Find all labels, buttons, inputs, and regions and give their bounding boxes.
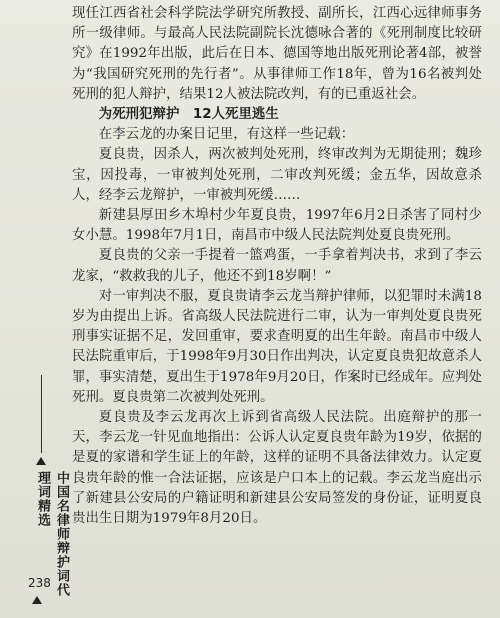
paragraph: 在李云龙的办案日记里，有这样一些记载：	[98, 127, 355, 143]
paragraph: 夏良贵，因杀人，两次被判处死刑，终审改判为无期徒刑；魏珍宝，因投毒，一审被判处死刑，二审改判死缓；金五华，因故意杀人，经李云龙辩护，一审被判死缓……	[72, 147, 482, 203]
book-title-vertical: 中国名律师辩护词代理词精选	[35, 471, 69, 597]
body-text	[72, 4, 482, 529]
paragraph-intro: 现任江西省社会科学院法学研究所教授、副所长，江西心远律师事务所一级律师。与最高人民法院副院长沈德咏合著的《死刑制度比较研究》在1992年出版，此后在日本、德国等地出版死刑论著4部，被誉为“我国研究死刑的先行者”。从事律师工作18年，曾为16名被判处死刑的犯人辩护，结果12人被法院改判，有的已重返社会。	[72, 6, 482, 102]
paragraph: 新建县厚田乡木埠村少年夏良贵，1997年6月2日杀害了同村少女小慧。1998年7月1日，南昌市中级人民法院判处夏良贵死刑。	[72, 208, 482, 244]
side-rule	[41, 375, 42, 453]
paragraph: 夏良贵的父亲一手提着一篮鸡蛋，一手拿着判决书，求到了李云龙家，“救救我的儿子，他还不到18岁啊！”	[72, 248, 482, 284]
triangle-up-icon	[36, 457, 46, 465]
paragraph: 夏良贵及李云龙再次上诉到省高级人民法院。出庭辩护的那一天，李云龙一针见血地指出：公诉人认定夏良贵年龄为19岁，依据的是夏的家谱和学生证上的年龄，这样的证明不具备法律效力。认定夏良贵年龄的惟一合法证据，应该是户口本上的记载。李云龙当庭出示了新建县公安局的户籍证明和新建县公安局签发的身份证，证明夏良贵出生日期为1979年8月20日。	[72, 410, 482, 527]
paragraph: 对一审判决不服，夏良贵请李云龙当辩护律师，以犯罪时未满18岁为由提出上诉。省高级人民法院进行二审，认为一审判处夏良贵死刑事实证据不足，发回重审，要求查明夏的出生年龄。南昌市中级人民法院重审后，于1998年9月30日作出判决，认定夏良贵犯故意杀人罪，事实清楚，夏出生于1978年9月20日，作案时已经成年。应判处死刑。夏良贵第二次被判处死刑。	[72, 288, 482, 405]
section-heading: 为死刑犯辩护 12人死里逃生	[98, 107, 279, 123]
side-running-title	[30, 375, 69, 610]
page-number: 238	[28, 576, 51, 590]
triangle-up-icon	[32, 596, 42, 604]
